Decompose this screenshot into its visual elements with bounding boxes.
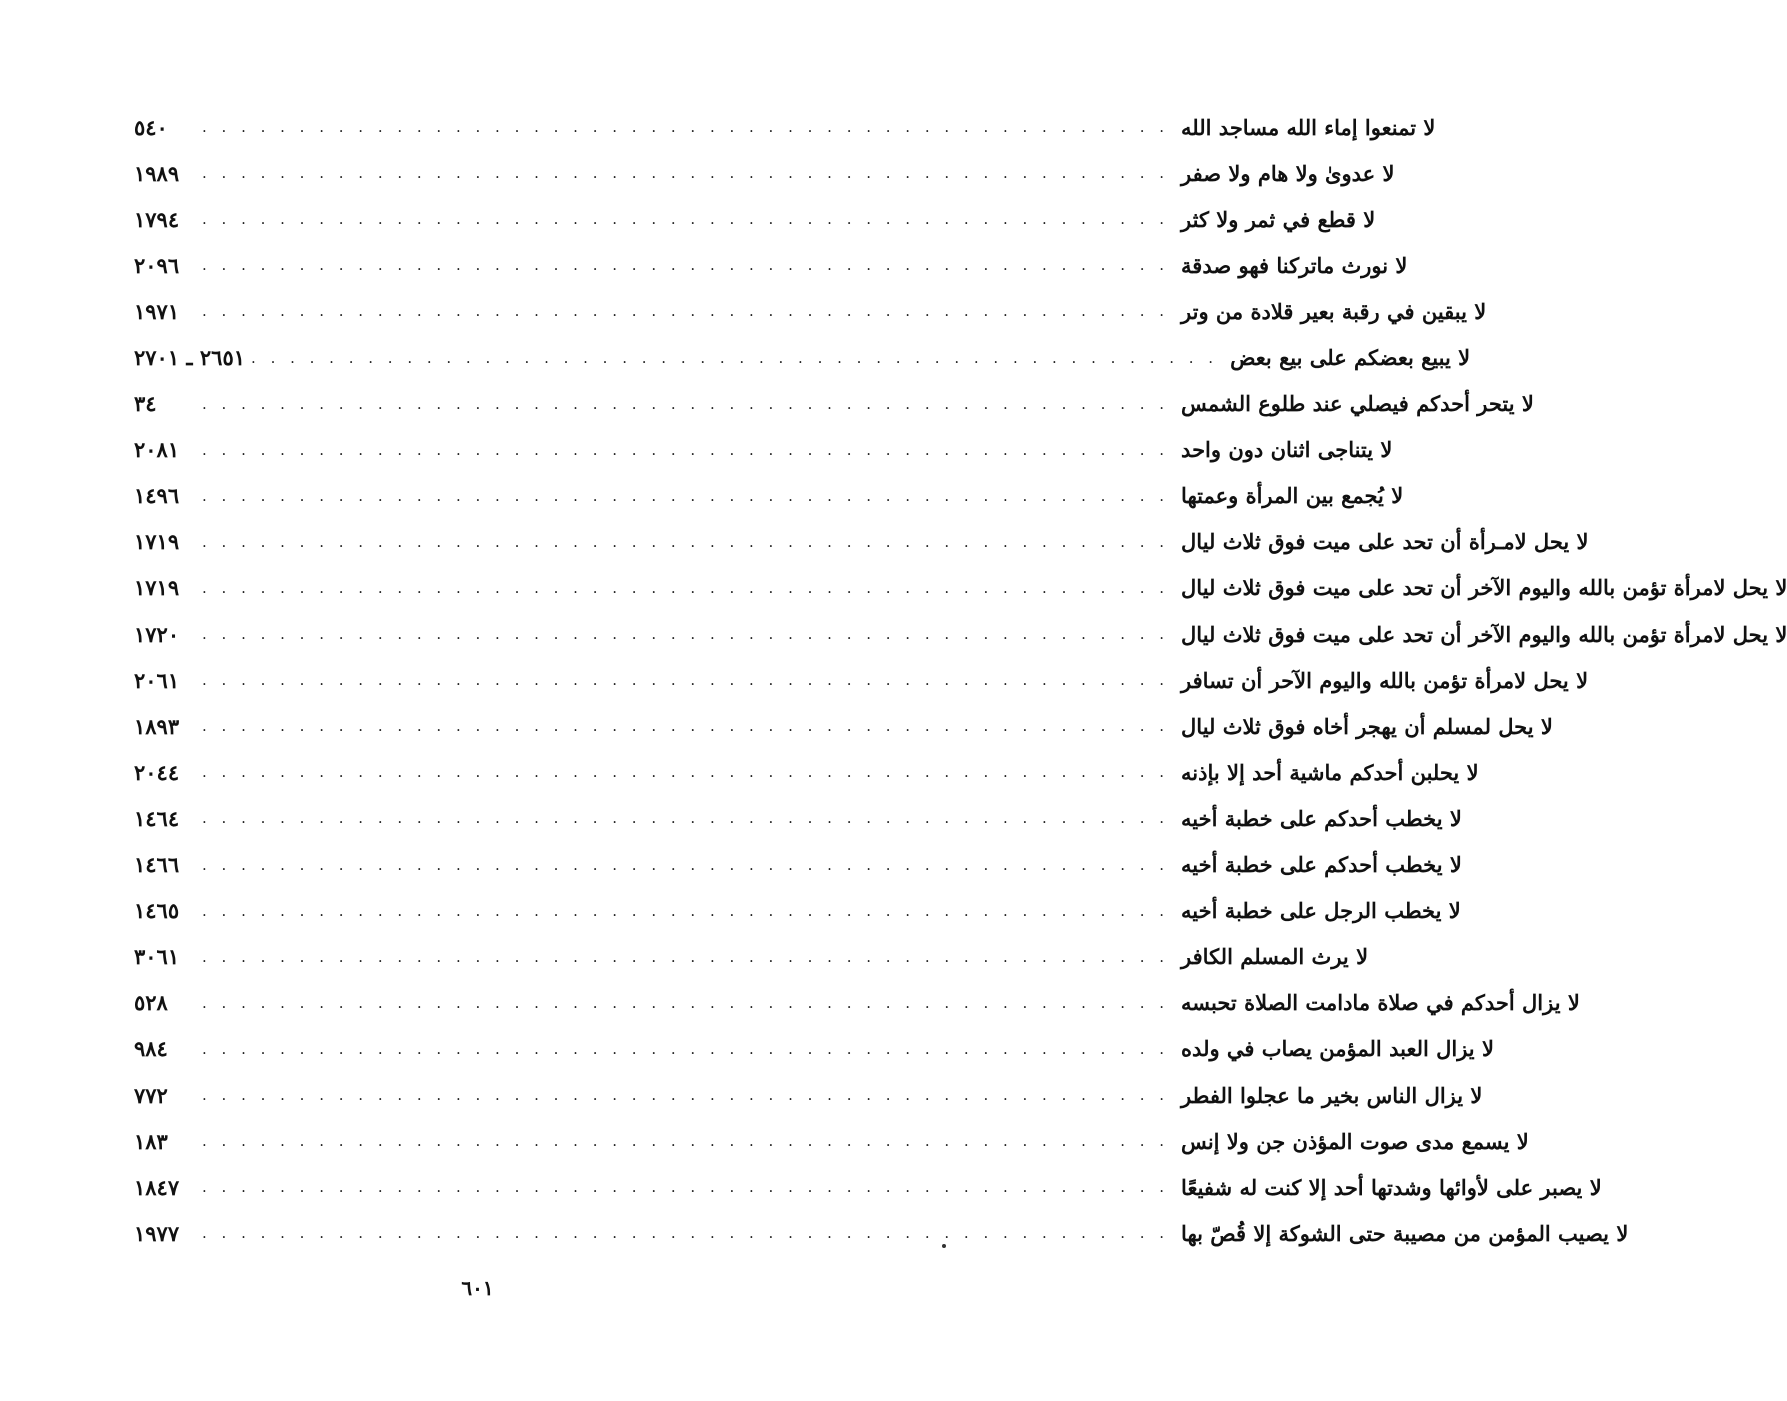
entry-text: لا تمنعوا إماء الله مساجد الله [1181, 114, 1436, 140]
list-item [128, 1072, 1483, 1118]
list-item [128, 519, 1589, 565]
entry-text: لا يبيع بعضكم على بيع بعض [1230, 345, 1471, 371]
entry-number: ١٤٦٥ [134, 898, 180, 924]
leader-dots: . . . . . . . . . . . . . . . . . . . . . . . . . . . . . . . . . . . . . . . . . . . . . . . . . . [202, 1224, 1170, 1243]
leader-dots: . . . . . . . . . . . . . . . . . . . . . . . . . . . . . . . . . . . . . . . . . . . . . . . . . . [202, 532, 1170, 551]
entry-text: لا يرث المسلم الكافر [1181, 944, 1369, 970]
list-item [128, 427, 1393, 473]
leader-dots: . . . . . . . . . . . . . . . . . . . . . . . . . . . . . . . . . . . . . . . . . . . . . . . . . . [202, 486, 1170, 505]
leader-dots: . . . . . . . . . . . . . . . . . . . . . . . . . . . . . . . . . . . . . . . . . . . . . . . . . . [251, 348, 1219, 367]
list-item [128, 611, 1787, 657]
leader-dots: . . . . . . . . . . . . . . . . . . . . . . . . . . . . . . . . . . . . . . . . . . . . . . . . . . [202, 1178, 1170, 1197]
entry-number: ١٩٧٧ [134, 1220, 180, 1246]
entry-number: ٢٠٨١ [134, 437, 180, 463]
list-item [128, 1026, 1494, 1072]
entry-number: ١٧١٩ [134, 529, 180, 555]
margin-dot [942, 1244, 946, 1248]
list-item [128, 657, 1589, 703]
leader-dots: . . . . . . . . . . . . . . . . . . . . . . . . . . . . . . . . . . . . . . . . . . . . . . . . . . [202, 394, 1170, 413]
entry-text: لا يسمع مدى صوت المؤذن جن ولا إنس [1181, 1128, 1529, 1154]
list-item [128, 795, 1462, 841]
leader-dots: . . . . . . . . . . . . . . . . . . . . . . . . . . . . . . . . . . . . . . . . . . . . . . . . . . [202, 717, 1170, 736]
list-item [128, 565, 1787, 611]
list-item [128, 150, 1395, 196]
leader-dots: . . . . . . . . . . . . . . . . . . . . . . . . . . . . . . . . . . . . . . . . . . . . . . . . . . [202, 210, 1170, 229]
entry-number: ١٤٩٦ [134, 483, 180, 509]
entry-text: لا نورث ماتركنا فهو صدقة [1181, 252, 1408, 278]
entry-number: ١٨٩٣ [134, 713, 180, 739]
entry-text: لا يزال الناس بخير ما عجلوا الفطر [1181, 1082, 1483, 1108]
hadith-index-list [128, 104, 1787, 1256]
leader-dots: . . . . . . . . . . . . . . . . . . . . . . . . . . . . . . . . . . . . . . . . . . . . . . . . . . [202, 302, 1170, 321]
list-item [128, 934, 1369, 980]
entry-number: ١٨٣ [134, 1128, 168, 1154]
list-item [128, 1210, 1629, 1256]
entry-text: لا يحلبن أحدكم ماشية أحد إلا بإذنه [1181, 759, 1479, 785]
leader-dots: . . . . . . . . . . . . . . . . . . . . . . . . . . . . . . . . . . . . . . . . . . . . . . . . . . [202, 164, 1170, 183]
entry-text: لا يحل لامـرأة أن تحد على ميت فوق ثلاث ليال [1181, 529, 1589, 555]
list-item [128, 104, 1436, 150]
entry-number: ١٨٤٧ [134, 1174, 180, 1200]
list-item [128, 749, 1479, 795]
list-item [128, 888, 1461, 934]
entry-number: ٢٠٤٤ [134, 759, 180, 785]
leader-dots: . . . . . . . . . . . . . . . . . . . . . . . . . . . . . . . . . . . . . . . . . . . . . . . . . . [202, 763, 1170, 782]
entry-text: لا يحل لامرأة تؤمن بالله واليوم الآخر أن تحد على ميت فوق ثلاث ليال [1181, 575, 1787, 601]
entry-number: ٢٦٥١ ـ ٢٧٠١ [134, 345, 246, 371]
entry-text: لا يزال أحدكم في صلاة مادامت الصلاة تحبسه [1181, 990, 1580, 1016]
entry-text: لا يحل لمسلم أن يهجر أخاه فوق ثلاث ليال [1181, 713, 1553, 739]
leader-dots: . . . . . . . . . . . . . . . . . . . . . . . . . . . . . . . . . . . . . . . . . . . . . . . . . . [202, 1086, 1170, 1105]
leader-dots: . . . . . . . . . . . . . . . . . . . . . . . . . . . . . . . . . . . . . . . . . . . . . . . . . . [202, 809, 1170, 828]
list-item [128, 842, 1462, 888]
entry-number: ٢٠٩٦ [134, 252, 180, 278]
leader-dots: . . . . . . . . . . . . . . . . . . . . . . . . . . . . . . . . . . . . . . . . . . . . . . . . . . [202, 1039, 1170, 1058]
entry-text: لا يخطب الرجل على خطبة أخيه [1181, 898, 1461, 924]
entry-text: لا يُجمع بين المرأة وعمتها [1181, 483, 1404, 509]
entry-text: لا يبقين في رقبة بعير قلادة من وتر [1181, 298, 1487, 324]
leader-dots: . . . . . . . . . . . . . . . . . . . . . . . . . . . . . . . . . . . . . . . . . . . . . . . . . . [202, 118, 1170, 137]
entry-number: ٣٠٦١ [134, 944, 180, 970]
entry-number: ١٧٢٠ [134, 621, 180, 647]
entry-text: لا يحل لامرأة تؤمن بالله واليوم الآخر أن تحد على ميت فوق ثلاث ليال [1181, 621, 1787, 647]
entry-number: ٣٤ [134, 391, 157, 417]
entry-number: ١٧٩٤ [134, 206, 180, 232]
leader-dots: . . . . . . . . . . . . . . . . . . . . . . . . . . . . . . . . . . . . . . . . . . . . . . . . . . [202, 440, 1170, 459]
list-item [128, 381, 1534, 427]
list-item [128, 196, 1376, 242]
entry-text: لا يحل لامرأة تؤمن بالله واليوم الآحر أن تسافر [1181, 667, 1589, 693]
entry-number: ٢٠٦١ [134, 667, 180, 693]
entry-number: ٧٧٢ [134, 1082, 168, 1108]
leader-dots: . . . . . . . . . . . . . . . . . . . . . . . . . . . . . . . . . . . . . . . . . . . . . . . . . . [202, 256, 1170, 275]
entry-number: ١٧١٩ [134, 575, 180, 601]
entry-text: لا يتناجى اثنان دون واحد [1181, 437, 1393, 463]
entry-number: ١٩٨٩ [134, 160, 180, 186]
list-item [128, 703, 1553, 749]
page-number: ٦٠١ [461, 1276, 494, 1300]
entry-number: ١٤٦٦ [134, 852, 180, 878]
leader-dots: . . . . . . . . . . . . . . . . . . . . . . . . . . . . . . . . . . . . . . . . . . . . . . . . . . [202, 1132, 1170, 1151]
leader-dots: . . . . . . . . . . . . . . . . . . . . . . . . . . . . . . . . . . . . . . . . . . . . . . . . . . [202, 578, 1170, 597]
leader-dots: . . . . . . . . . . . . . . . . . . . . . . . . . . . . . . . . . . . . . . . . . . . . . . . . . . [202, 993, 1170, 1012]
leader-dots: . . . . . . . . . . . . . . . . . . . . . . . . . . . . . . . . . . . . . . . . . . . . . . . . . . [202, 901, 1170, 920]
list-item [128, 473, 1404, 519]
list-item [128, 1164, 1602, 1210]
leader-dots: . . . . . . . . . . . . . . . . . . . . . . . . . . . . . . . . . . . . . . . . . . . . . . . . . . [202, 671, 1170, 690]
list-item [128, 242, 1408, 288]
entry-number: ٥٢٨ [134, 990, 168, 1016]
list-item [128, 334, 1471, 380]
leader-dots: . . . . . . . . . . . . . . . . . . . . . . . . . . . . . . . . . . . . . . . . . . . . . . . . . . [202, 947, 1170, 966]
entry-number: ٥٤٠ [134, 114, 168, 140]
list-item [128, 980, 1580, 1026]
entry-number: ٩٨٤ [134, 1036, 168, 1062]
entry-number: ١٤٦٤ [134, 805, 180, 831]
entry-text: لا يتحر أحدكم فيصلي عند طلوع الشمس [1181, 391, 1534, 417]
leader-dots: . . . . . . . . . . . . . . . . . . . . . . . . . . . . . . . . . . . . . . . . . . . . . . . . . . [202, 625, 1170, 644]
entry-text: لا يزال العبد المؤمن يصاب في ولده [1181, 1036, 1494, 1062]
list-item [128, 288, 1487, 334]
entry-text: لا يصيب المؤمن من مصيبة حتى الشوكة إلا قُصّ بها [1181, 1220, 1629, 1246]
list-item [128, 1118, 1529, 1164]
entry-text: لا يصبر على لأوائها وشدتها أحد إلا كنت له شفيعًا [1181, 1174, 1602, 1200]
leader-dots: . . . . . . . . . . . . . . . . . . . . . . . . . . . . . . . . . . . . . . . . . . . . . . . . . . [202, 855, 1170, 874]
entry-text: لا يخطب أحدكم على خطبة أخيه [1181, 805, 1462, 831]
entry-text: لا عدوىٰ ولا هام ولا صفر [1181, 160, 1395, 186]
entry-text: لا قطع في ثمر ولا كثر [1181, 206, 1376, 232]
entry-number: ١٩٧١ [134, 298, 180, 324]
entry-text: لا يخطب أحدكم على خطبة أخيه [1181, 852, 1462, 878]
